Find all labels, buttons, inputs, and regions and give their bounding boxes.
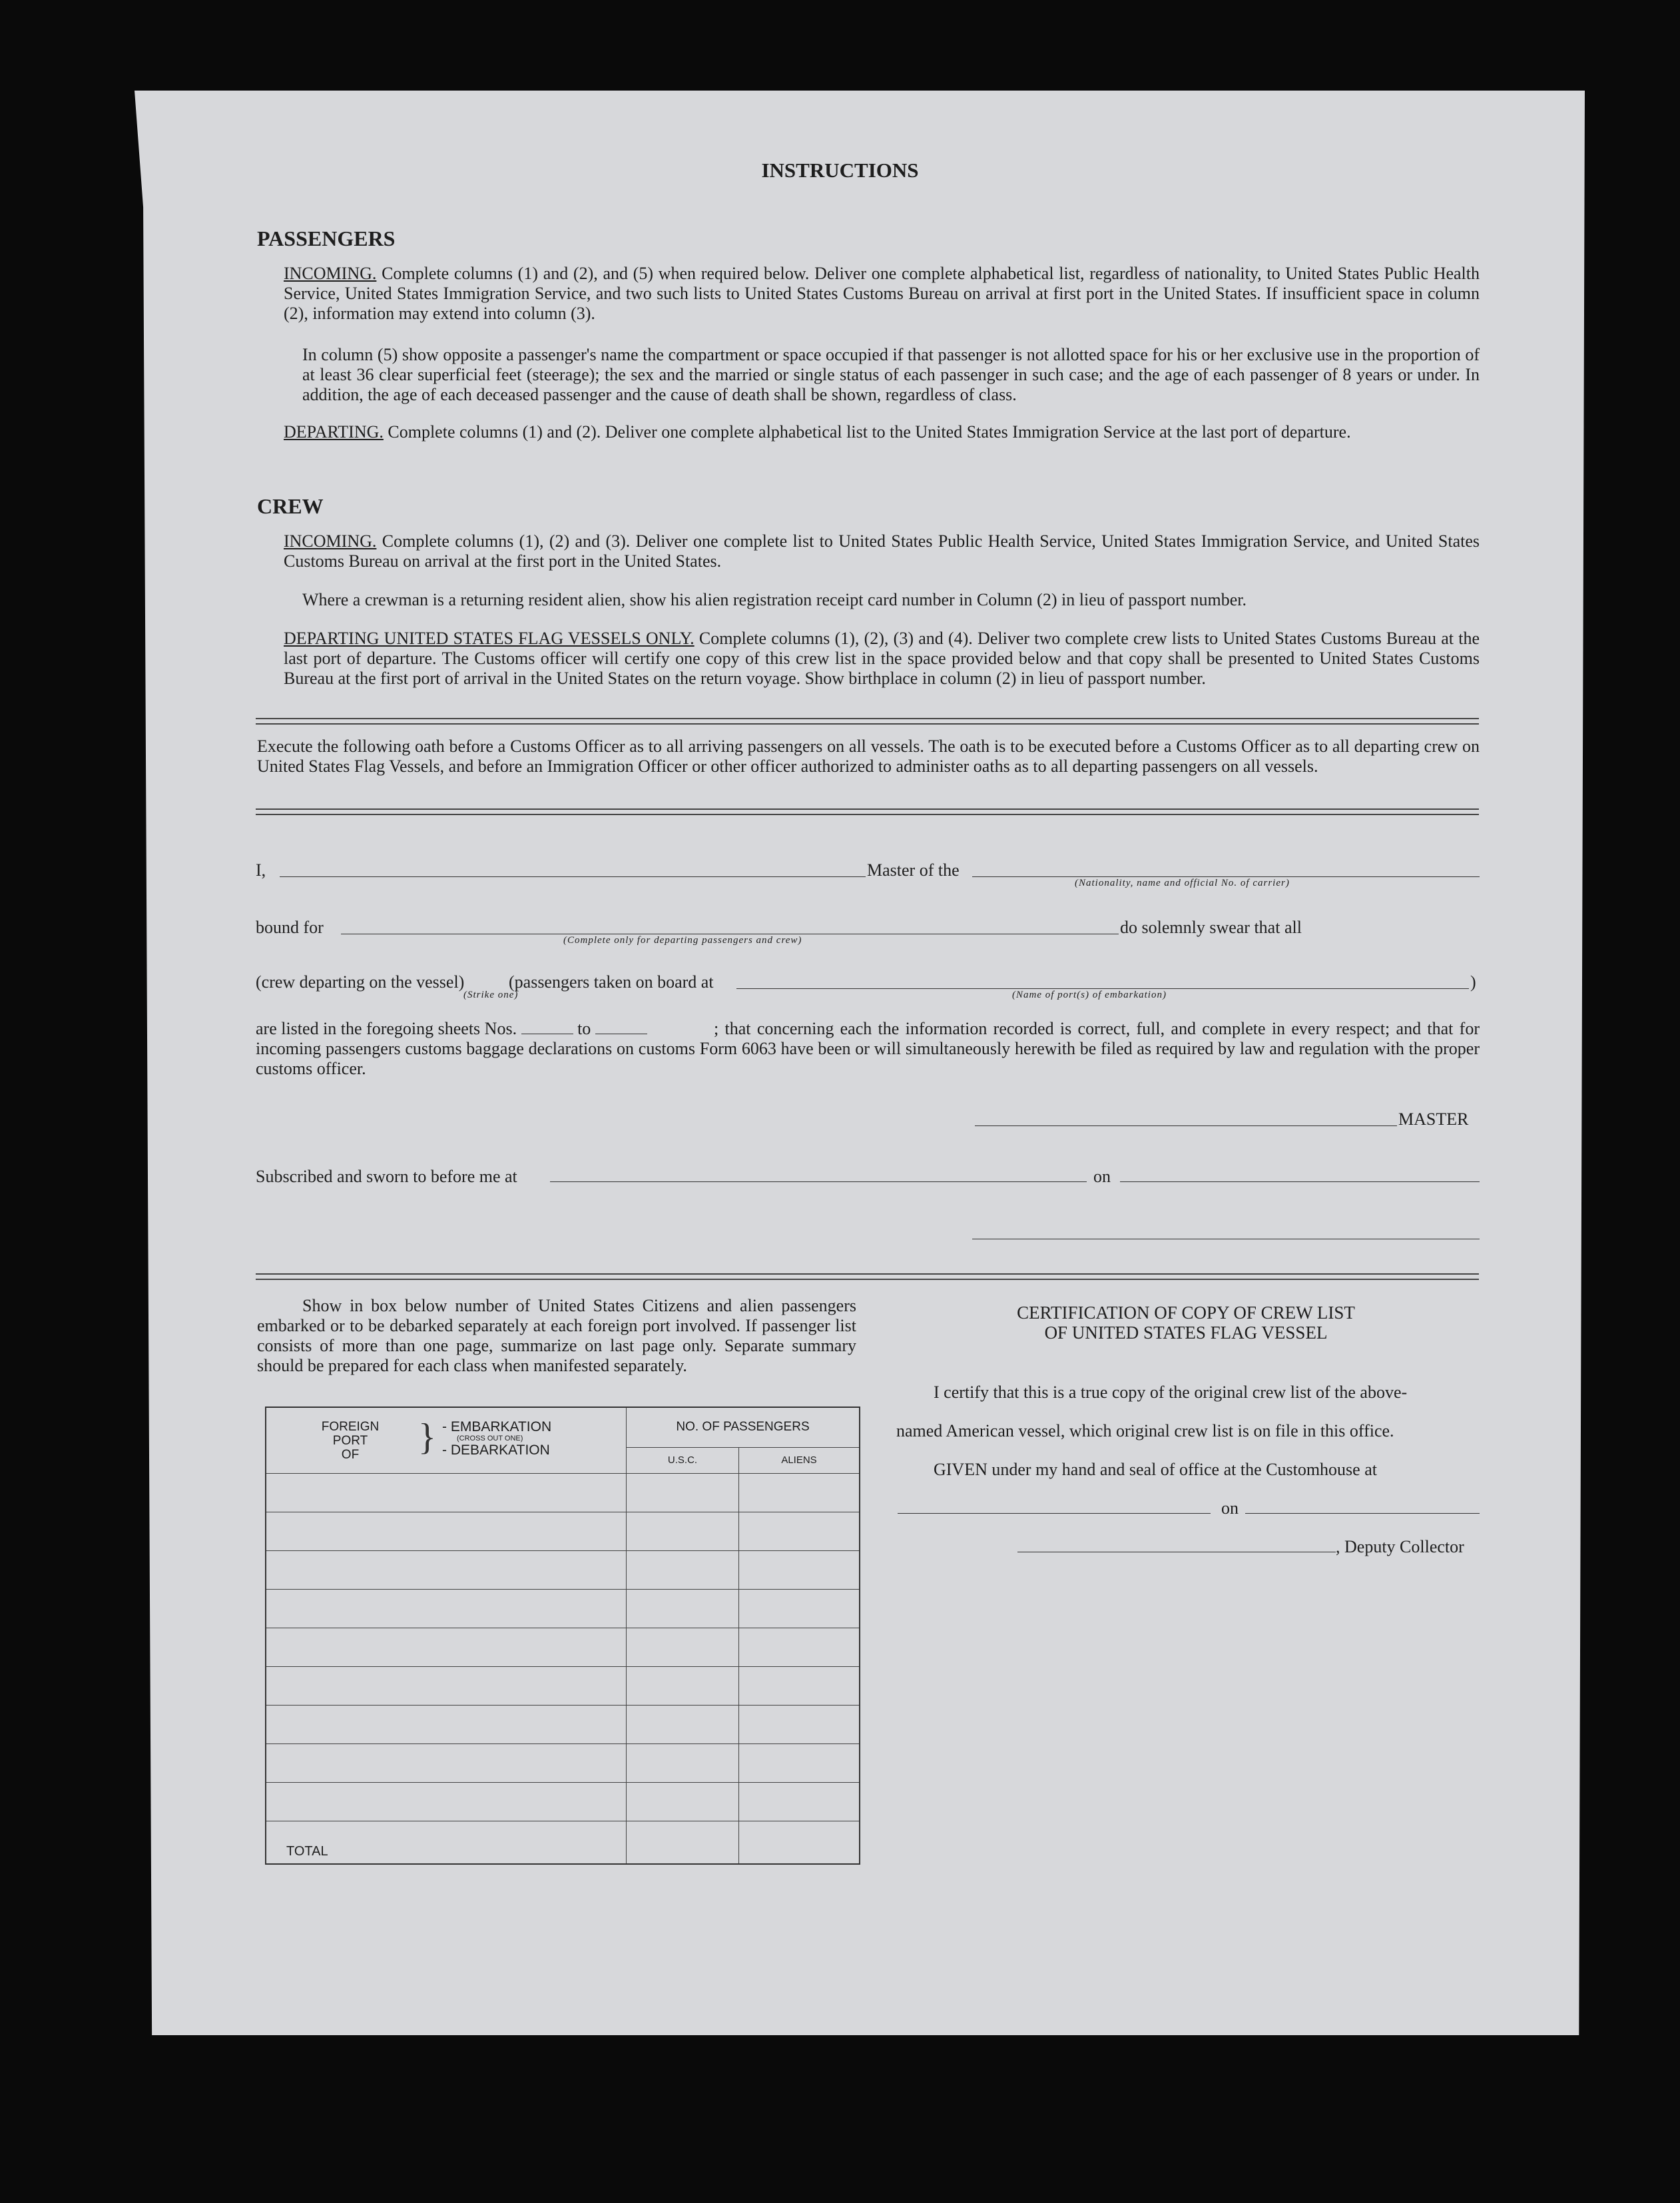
- deputy-collector-label: , Deputy Collector: [1336, 1537, 1464, 1556]
- crew-incoming-label: INCOMING.: [284, 531, 377, 551]
- port-cell[interactable]: [266, 1590, 627, 1628]
- aliens-cell[interactable]: [739, 1628, 860, 1667]
- port-cell[interactable]: [266, 1512, 627, 1551]
- table-row: [266, 1590, 860, 1628]
- passengers-heading: PASSENGERS: [257, 226, 396, 250]
- listed-b: ; that concerning each the information recorded is correct, full, and complete in every respect; and that for incoming passengers customs baggage declarations on customs Form 6063 have been or will simultaneously herewith be filed as required by law and regulation with the proper customs officer.: [256, 1019, 1480, 1078]
- table-row: [266, 1706, 860, 1744]
- port-header: [266, 1407, 627, 1474]
- total-label: TOTAL: [266, 1821, 627, 1865]
- nationality-caption: (Nationality, name and official No. of carrier): [1075, 878, 1290, 888]
- table-row: [266, 1551, 860, 1590]
- passengers-departing: [284, 422, 1480, 442]
- usc-total-cell[interactable]: [627, 1821, 739, 1865]
- aliens-cell[interactable]: [739, 1474, 860, 1512]
- crew-departing: [284, 629, 1480, 689]
- table-row: [266, 1667, 860, 1706]
- port-cell[interactable]: [266, 1706, 627, 1744]
- carrier-field[interactable]: [972, 876, 1480, 877]
- passenger-summary-table: [265, 1407, 860, 1865]
- usc-cell[interactable]: [627, 1667, 739, 1706]
- total-row: [266, 1821, 860, 1865]
- of-label: OF: [341, 1448, 360, 1462]
- table-row: [266, 1628, 860, 1667]
- crew-alien: Where a crewman is a returning resident alien, show his alien registration receipt card number in Column (2) in lieu of passport number.: [302, 590, 1247, 609]
- passengers-taken-option[interactable]: (passengers taken on board at: [509, 972, 714, 992]
- certification-heading-2: OF UNITED STATES FLAG VESSEL: [1044, 1323, 1328, 1343]
- aliens-cell[interactable]: [739, 1590, 860, 1628]
- listed-a: are listed in the foregoing sheets Nos.: [256, 1019, 517, 1038]
- port-cell[interactable]: [266, 1783, 627, 1821]
- usc-cell[interactable]: [627, 1474, 739, 1512]
- departing-text: Complete columns (1) and (2). Deliver one complete alphabetical list to the United States Immigration Service at the last port of departure.: [388, 422, 1351, 442]
- brace-glyph: }: [418, 1416, 436, 1458]
- foreign-label: FOREIGN: [321, 1420, 380, 1434]
- aliens-total-cell[interactable]: [739, 1821, 860, 1865]
- aliens-cell[interactable]: [739, 1706, 860, 1744]
- certification-heading: [892, 1303, 1480, 1343]
- oath-intro: Execute the following oath before a Customs Officer as to all arriving passengers on all vessels. The oath is to be executed before a Customs Officer as to all departing crew on United States Flag Vessels, and before an Immigration Officer or other officer authorized to administer oaths as to all departing passengers on all vessels.: [257, 737, 1480, 776]
- close-paren: ): [1470, 972, 1476, 992]
- crew-departing-label: DEPARTING UNITED STATES FLAG VESSELS ONLY.: [284, 629, 695, 648]
- table-row: [266, 1744, 860, 1783]
- departing-label: DEPARTING.: [284, 422, 384, 442]
- crew-incoming: [284, 531, 1480, 571]
- usc-cell[interactable]: [627, 1512, 739, 1551]
- aliens-cell[interactable]: [739, 1667, 860, 1706]
- oath-i-label: I,: [256, 860, 266, 880]
- crew-departing-option[interactable]: (crew departing on the vessel): [256, 972, 465, 992]
- aliens-cell[interactable]: [739, 1744, 860, 1783]
- aliens-cell[interactable]: [739, 1551, 860, 1590]
- crew-departing-text: Complete columns (1), (2), (3) and (4). Deliver two complete crew lists to United States Customs Bureau at the last port of departure. The Customs officer will certify one copy of this crew list in the space provided below and that copy shall be presented to United States Customs Bureau at the first port of arrival in the United States on the return voyage. Show birthplace in column (2) in lieu of passport number.: [284, 629, 1480, 688]
- usc-cell[interactable]: [627, 1628, 739, 1667]
- debarkation-option[interactable]: - DEBARKATION: [442, 1442, 550, 1458]
- usc-cell[interactable]: [627, 1551, 739, 1590]
- crew-incoming-text: Complete columns (1), (2) and (3). Deliver one complete list to United States Public Health Service, United States Immigration Service, and United States Customs Bureau on arrival at the first port in the United States.: [284, 531, 1480, 571]
- port-label: PORT: [332, 1434, 368, 1448]
- sworn-on-label: on: [1093, 1167, 1111, 1186]
- certify-line-3: GIVEN under my hand and seal of office at the Customhouse at: [934, 1460, 1377, 1479]
- embarkation-ports-field[interactable]: [736, 988, 1469, 989]
- table-row: [266, 1783, 860, 1821]
- usc-cell[interactable]: [627, 1706, 739, 1744]
- certify-line-2: named American vessel, which original crew list is on file in this office.: [896, 1421, 1394, 1440]
- incoming-label: INCOMING.: [284, 264, 377, 283]
- table-row: [266, 1512, 860, 1551]
- aliens-cell[interactable]: [739, 1512, 860, 1551]
- summary-instructions: Show in box below number of United States Citizens and alien passengers embarked or to be debarked separately at each foreign port involved. If passenger list consists of more than one page, summarize on last page only. Separate summary should be prepared for each class when manifested separately.: [257, 1296, 856, 1375]
- aliens-header: ALIENS: [739, 1447, 860, 1473]
- usc-cell[interactable]: [627, 1744, 739, 1783]
- strike-one-caption: (Strike one): [463, 990, 519, 1000]
- embarkation-option[interactable]: - EMBARKATION: [442, 1419, 552, 1434]
- passengers-column5: In column (5) show opposite a passenger's name the compartment or space occupied if that passenger is not allotted space for his or her exclusive use in the proportion of at least 36 clear superficial feet (steerage); the sex and the married or single status of each passenger in such case; and the age of each passenger of 8 years or under. In addition, the age of each deceased passenger and the cause of death shall be shown, regardless of class.: [302, 345, 1480, 404]
- crew-heading: CREW: [257, 494, 324, 518]
- sworn-date-field[interactable]: [1120, 1181, 1480, 1182]
- table-row: [266, 1474, 860, 1512]
- no-passengers-header: NO. OF PASSENGERS: [627, 1407, 860, 1447]
- master-signature-field[interactable]: [975, 1125, 1397, 1126]
- master-of-label: Master of the: [867, 860, 960, 880]
- customhouse-field[interactable]: [898, 1513, 1211, 1514]
- master-label: MASTER: [1398, 1109, 1469, 1129]
- usc-cell[interactable]: [627, 1590, 739, 1628]
- cross-out-note: (CROSS OUT ONE): [457, 1434, 523, 1442]
- usc-header: U.S.C.: [627, 1447, 739, 1473]
- port-cell[interactable]: [266, 1667, 627, 1706]
- usc-cell[interactable]: [627, 1783, 739, 1821]
- ports-caption: (Name of port(s) of embarkation): [1012, 990, 1167, 1000]
- listed-to: to: [577, 1019, 591, 1038]
- bound-for-label: bound for: [256, 918, 324, 937]
- swear-text: do solemnly swear that all: [1120, 918, 1302, 937]
- port-cell[interactable]: [266, 1744, 627, 1783]
- certify-line-1: I certify that this is a true copy of the original crew list of the above-: [934, 1383, 1408, 1402]
- passengers-incoming: [284, 264, 1480, 324]
- complete-only-caption: (Complete only for departing passengers and crew): [563, 935, 802, 946]
- cert-date-field[interactable]: [1245, 1513, 1480, 1514]
- certification-heading-1: CERTIFICATION OF COPY OF CREW LIST: [1017, 1303, 1355, 1323]
- page-title: INSTRUCTIONS: [761, 158, 919, 182]
- subscribed-label: Subscribed and sworn to before me at: [256, 1167, 517, 1186]
- master-name-field[interactable]: [280, 876, 866, 877]
- port-cell[interactable]: [266, 1628, 627, 1667]
- aliens-cell[interactable]: [739, 1783, 860, 1821]
- divider: [256, 808, 1479, 815]
- sworn-place-field[interactable]: [550, 1181, 1087, 1182]
- cert-on-label: on: [1221, 1498, 1239, 1518]
- port-cell[interactable]: [266, 1474, 627, 1512]
- port-cell[interactable]: [266, 1551, 627, 1590]
- divider: [256, 1273, 1479, 1280]
- incoming-text: Complete columns (1) and (2), and (5) when required below. Deliver one complete alphabetical list, regardless of nationality, to United States Public Health Service, United States Immigration Service, and two such lists to United States Customs Bureau on arrival at first port in the United States. If insufficient space in column (2), information may extend into column (3).: [284, 264, 1480, 323]
- divider: [256, 718, 1479, 725]
